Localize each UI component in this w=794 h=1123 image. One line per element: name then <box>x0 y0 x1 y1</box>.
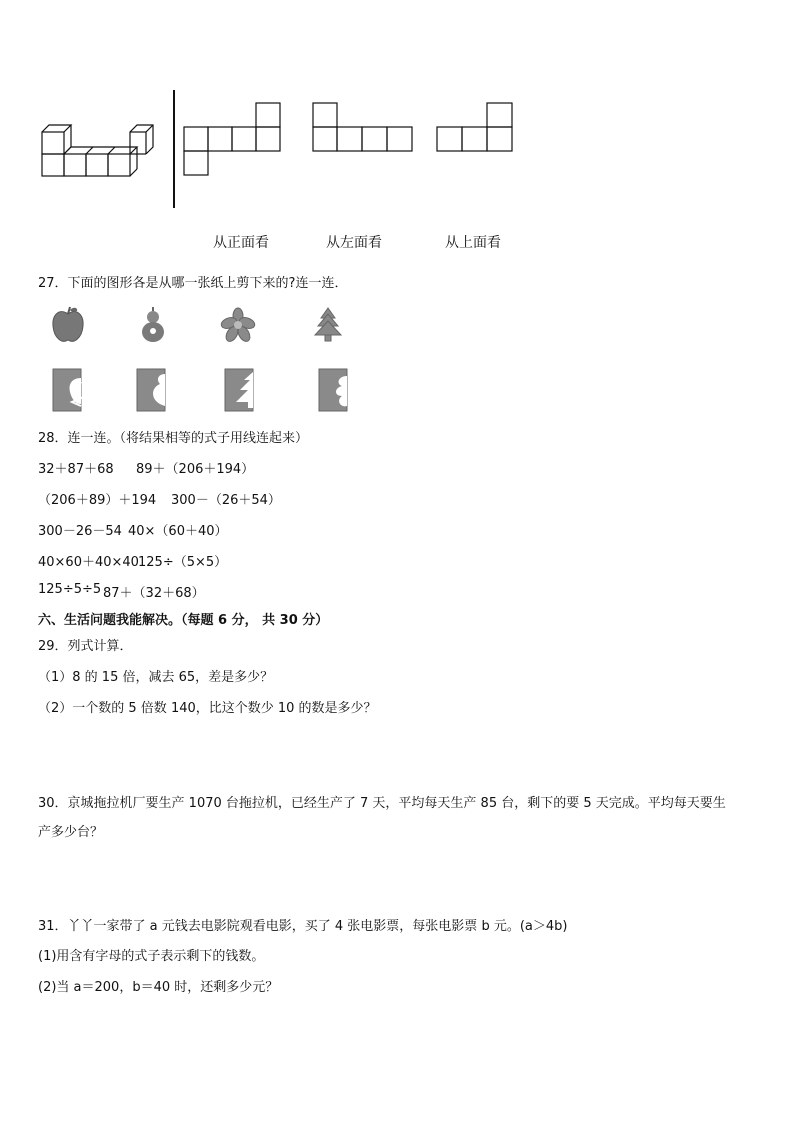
paper-gourd-half-icon <box>136 368 166 412</box>
apple-icon <box>50 306 86 346</box>
flower-icon <box>221 308 255 342</box>
top-view-label: 从上面看 <box>445 235 501 251</box>
q28-row-5-left: 125÷5÷5 <box>38 582 102 597</box>
q29-part-1: （1）8 的 15 倍，减去 65，差是多少？ <box>38 670 274 685</box>
q28-row-3-right: 40×（60＋40） <box>128 524 228 539</box>
top-view-figure <box>436 100 526 160</box>
q29-title: 29．列式计算． <box>38 639 133 654</box>
q29-part-2: （2）一个数的 5 倍数 140，比这个数少 10 的数是多少？ <box>38 701 377 716</box>
q31-line-1: 31．丫丫一家带了 a 元钱去电影院观看电影，买了 4 张电影票，每张电影票 b 元。(a＞4b) <box>38 919 568 934</box>
q27-title: 27．下面的图形各是从哪一张纸上剪下来的?连一连． <box>38 276 348 291</box>
paper-apple-half-icon <box>52 368 82 412</box>
tree-icon <box>313 306 343 344</box>
q28-row-2-left: （206＋89）＋194 <box>38 493 157 508</box>
front-view-label: 从正面看 <box>213 235 269 251</box>
front-view-figure <box>183 100 303 190</box>
q28-row-1-left: 32＋87＋68 <box>38 462 114 477</box>
q28-row-5-right: 87＋（32＋68） <box>103 586 205 601</box>
q28-title: 28．连一连。（将结果相等的式子用线连起来） <box>38 431 309 446</box>
section6-title: 六、生活问题我能解决。（每题 6 分， 共 30 分） <box>38 613 329 628</box>
paper-flower-half-icon <box>318 368 348 412</box>
q28-row-2-right: 300－（26＋54） <box>171 493 281 508</box>
q28-row-4-right: 125÷（5×5） <box>138 555 228 570</box>
q30-line-1: 30．京城拖拉机厂要生产 1070 台拖拉机，已经生产了 7 天，平均每天生产 85 台，剩下的要 5 天完成。平均每天要生 <box>38 796 726 811</box>
q31-part-1: (1)用含有字母的式子表示剩下的钱数。 <box>38 949 265 964</box>
gourd-icon <box>137 305 169 345</box>
q31-part-2: (2)当 a＝200，b＝40 时，还剩多少元？ <box>38 980 279 995</box>
left-view-figure <box>312 100 422 160</box>
q28-row-3-left: 300－26－54 <box>38 524 122 539</box>
paper-tree-half-icon <box>224 368 254 412</box>
separator-line <box>173 90 175 208</box>
q30-line-2: 产多少台？ <box>38 825 104 840</box>
q28-row-4-left: 40×60＋40×40 <box>38 555 139 570</box>
left-view-label: 从左面看 <box>326 235 382 251</box>
q28-row-1-right: 89＋（206＋194） <box>136 462 255 477</box>
